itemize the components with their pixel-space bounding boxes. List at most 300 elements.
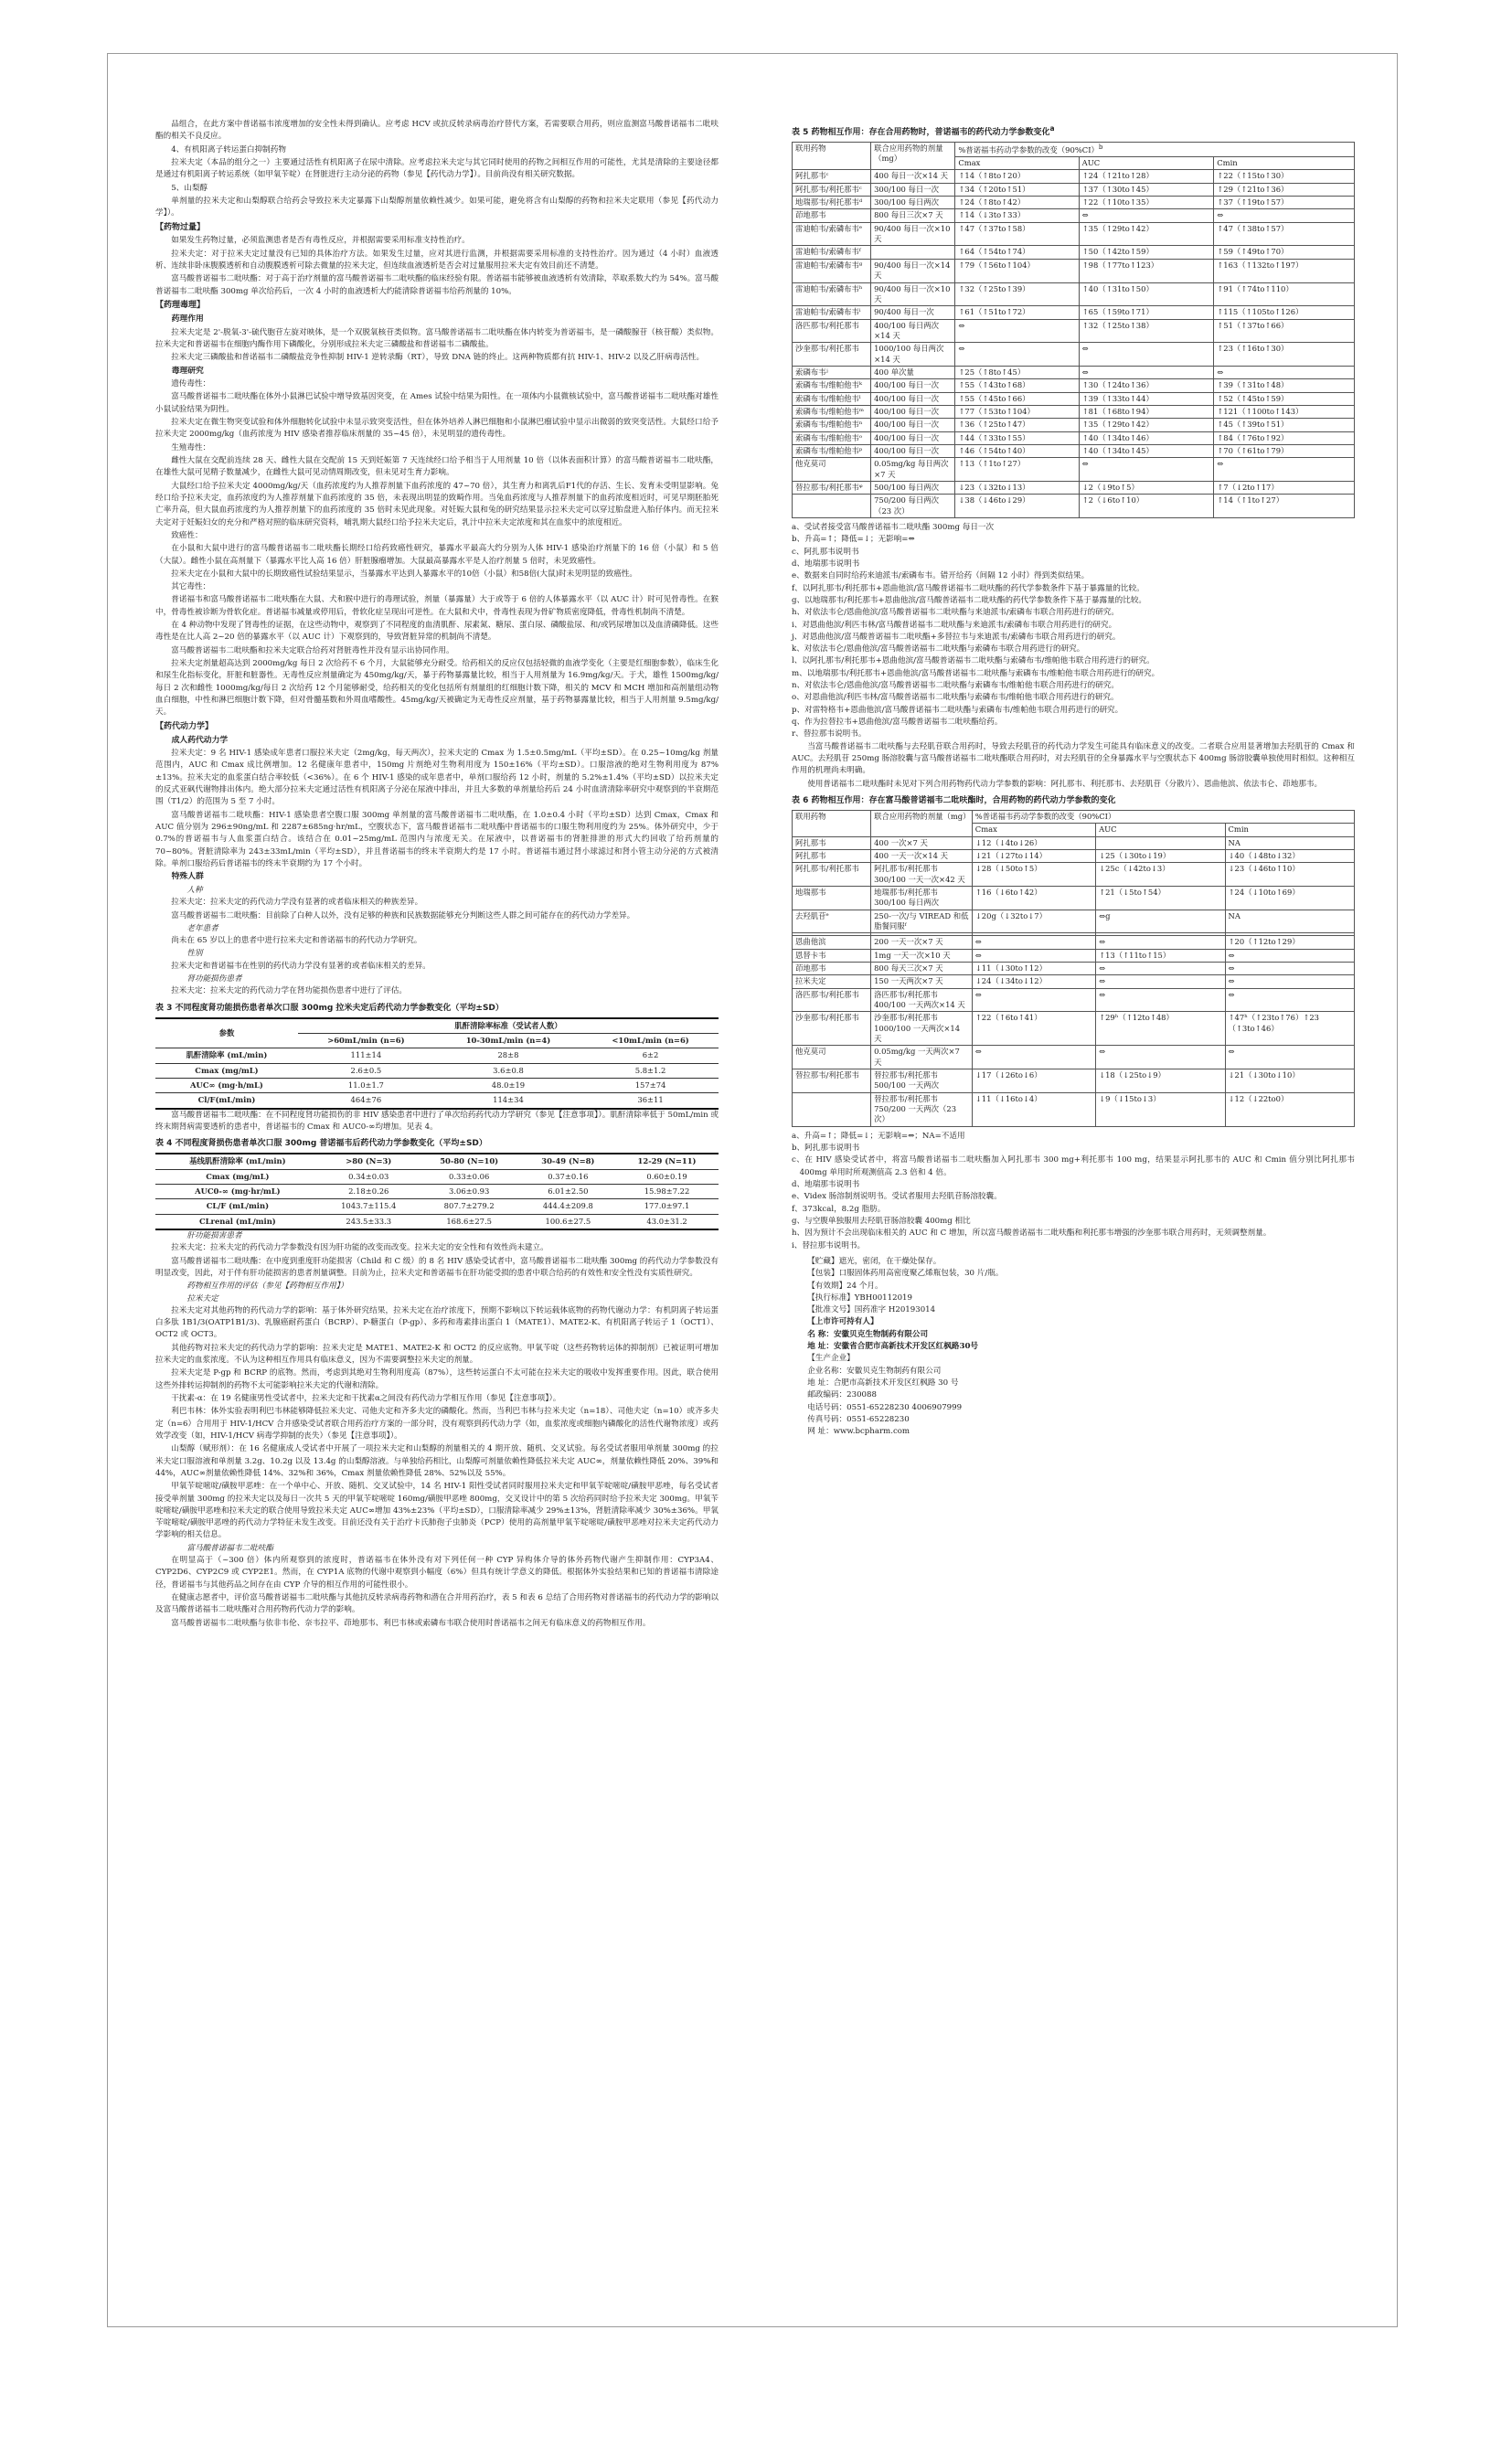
table-cell: 400 一天一次×14 天 (871, 849, 973, 862)
table-cell: ↑29ʰ（↑12to↑48） (1096, 1012, 1225, 1046)
repro-paragraph: 雌性大鼠在交配前连续 28 天、雌性大鼠在交配前 15 天到妊娠第 7 天连续经口给予相当于人用剂量 10 倍（以体表面积计算）的富马酸普诺福韦二吡呋酯，在雄性大鼠可见精子数量减少，在雌性大鼠可见动情周期改变，但未见对生育力影响。 (155, 456, 719, 478)
table-cell: 雷迪帕韦/索磷布韦ᶠ (793, 246, 871, 259)
table-cell: ↑22（↑10to↑35） (1079, 197, 1214, 209)
adult-pk-paragraph: 富马酸普诺福韦二吡呋酯：HIV-1 感染患者空腹口服 300mg 单剂量的富马酸普诺福韦二吡呋酯，在 1.0±0.4 小时（平均±SD）达到 Cmax，Cmax 和 AUC 值分别为 296±90ng/mL 和 2287±685ng·hr/mL，空腹状态下，富马酸普诺福韦二吡呋酯中普诺福韦的口服生物利用度约为 25%。体外研究中，少于 0.7%的普诺福韦与人血浆蛋白结合。该结合在 0.01~25mg/mL 范围内与浓度无关。在尿液中，以普诺福韦的肾脏排泄的形式大约回收了给药剂量的 70~80%。肾脏清除率为 243±33mL/min（平均±SD），并且普诺福韦的终末半衰期大约是 17 小时。普诺福韦通过肾小球滤过和肾小管主动分泌的方式被清除。单剂口服给药后普诺福韦的终末半衰期约为 17 个小时。 (155, 810, 719, 868)
elderly-label: 老年患者 (186, 923, 218, 933)
table-cell: 250-一次/与 VIREAD 和低脂餐同服ᶠ (871, 910, 973, 933)
table-cell: ↑121（↑100to↑143） (1214, 405, 1355, 418)
table-footnote: g、与空腹单独服用去羟肌苷肠溶胶囊 400mg 相比 (792, 1216, 971, 1226)
table6-sub-header: Cmax (972, 824, 1095, 836)
table-cell: AUC0-∞ (mg·hr/mL) (155, 1184, 320, 1198)
table-cell: ↓12（↓4to↓26） (972, 836, 1095, 849)
table-cell: 地瑞那韦/利托那韦ᵈ (793, 197, 871, 209)
table-cell: 阿扎那韦 (793, 849, 871, 862)
table-row (155, 1169, 719, 1184)
table-footnote: o、对恩曲他滨/利匹韦林/富马酸普诺福韦二吡呋酯与索磷布韦/维帕他韦联合用药进行的研究。 (792, 693, 1119, 703)
table-row (793, 431, 1355, 444)
table-row (155, 1199, 719, 1214)
table-row (793, 306, 1355, 319)
table-cell: ⇔ (1225, 975, 1354, 988)
table5-after (792, 741, 1355, 791)
table-cell: ⇔ (1096, 962, 1225, 974)
overdose-paragraph: 如果发生药物过量，必须监测患者是否有毒性反应，并根据需要采用标准支持性治疗。 (171, 236, 470, 246)
table5-drug-header: 联用药物 (793, 142, 871, 169)
table-row (793, 1069, 1355, 1093)
table-cell: 他克莫司 (793, 458, 871, 482)
table5-sub-header: Cmin (1214, 157, 1355, 170)
standard: 【执行标准】YBH00112019 (807, 1293, 912, 1303)
table-cell: 6.01±2.50 (521, 1184, 615, 1198)
table-cell: 300/100 每日一次 (871, 183, 955, 196)
table-row (793, 419, 1355, 431)
table-footnote: c、阿扎那韦说明书 (792, 547, 859, 557)
table-cell: 沙奎那韦/利托那韦 (793, 1012, 871, 1046)
table-cell: ⇔ (1214, 458, 1355, 482)
table-header-cell: 30-49 (N=8) (521, 1154, 615, 1169)
table-cell: 400/100 每日一次 (871, 444, 955, 457)
hepatic-section (155, 1242, 719, 1280)
table-footnote: i、对恩曲他滨/利匹韦林/富马酸普诺福韦二吡呋酯与来迪派韦/索磷布韦联合用药进行的研究。 (792, 620, 1117, 630)
right-column (792, 119, 1355, 1439)
table-cell: ⇔ (1214, 366, 1355, 378)
table-row (155, 1093, 719, 1109)
carc-paragraph: 在小鼠和大鼠中进行的富马酸普诺福韦二吡呋酯长期经口给药致癌性研究，暴露水平最高大约分别为人体 HIV-1 感染治疗剂量下的 16 倍（小鼠）和 5 倍（大鼠）。雌性小鼠在高剂量下（暴露水平比人高 16 倍）肝脏腺瘤增加。大鼠最高暴露水平是人治疗剂量 5 倍时，未见致癌性。 (155, 544, 719, 566)
table-footnote: l、以阿扎那韦/利托那韦+恩曲他滨/富马酸普诺福韦二吡呋酯与索磷布韦/维帕他韦联合用药进行的研究。 (792, 656, 1155, 666)
table-cell: 索磷布韦/维帕他韦ˡ (793, 392, 871, 405)
table-cell: ↑35（↑29to↑42） (1079, 419, 1214, 431)
table-footnote: a、受试者接受富马酸普诺福韦二吡呋酯 300mg 每日一次 (792, 523, 995, 533)
table-row (155, 1063, 719, 1078)
pharmacology-heading: 药理作用 (171, 314, 204, 324)
left-column (155, 119, 719, 1631)
hepatic-paragraph: 拉米夫定：拉米夫定的药代动力学参数没有因为肝功能的改变而改变。拉米夫定的安全性和有效性尚未建立。 (171, 1243, 548, 1253)
table-cell: 雷迪帕韦/索磷布韦ⁱ (793, 306, 871, 319)
table-row (793, 863, 1355, 887)
table-cell: 90/400 每日一次×10 天 (871, 282, 955, 306)
table-footnote: b、阿扎那韦说明书 (792, 1144, 860, 1154)
table-cell: 地瑞那韦 (793, 886, 871, 910)
table-cell: ↑59（↑49to↑70） (1214, 246, 1355, 259)
table-cell: ↑40（↑34to↑45） (1079, 444, 1214, 457)
fax: 传真号码：0551-65228230 (807, 1414, 910, 1424)
table-cell: 400/100 每日一次 (871, 405, 955, 418)
table-cell: 11.0±1.7 (298, 1079, 434, 1093)
table-cell: 雷迪帕韦/索磷布韦ᵉ (793, 222, 871, 246)
table-cell: 替拉那韦/利托那韦ᵠ (793, 482, 871, 495)
table-header-cell: 12-29 (N=11) (615, 1154, 719, 1169)
table-cell: ↑32（↑25to↑39） (955, 282, 1079, 306)
interaction-eval-label: 药物相互作用的评估（参见【药物相互作用】） (186, 1282, 348, 1292)
mah-address: 地 址：安徽省合肥市高新技术开发区红枫路30号 (807, 1342, 979, 1352)
table-cell: ↑36（↑25to↑47） (955, 419, 1079, 431)
pharmacology-section (155, 327, 719, 365)
pk-heading: 【药代动力学】 (155, 721, 214, 731)
table-cell: ↑24（↓10to↑69） (1225, 886, 1354, 910)
table-row (155, 1048, 719, 1063)
table-row (793, 183, 1355, 196)
table-cell: 3.6±0.8 (434, 1063, 582, 1078)
table-cell: ↓12（↓22to0） (1225, 1092, 1354, 1126)
table3-sub-header: <10mL/min (n=6) (582, 1033, 719, 1048)
table-cell: 36±11 (582, 1093, 719, 1109)
table-cell: 茚地那韦 (793, 962, 871, 974)
table-cell: ↑21（↓5to↑54） (1096, 886, 1225, 910)
table-cell: ↑39（↑31to↑48） (1214, 379, 1355, 392)
table-cell: ↑81（↑68to↑94） (1079, 405, 1214, 418)
carc-paragraph: 拉米夫定在小鼠和大鼠中的长期致癌性试验结果显示，当暴露水平达到人暴露水平的10倍（小鼠）和58倍(大鼠)时未见明显的致癌性。 (171, 569, 638, 579)
table-cell: 500/100 每日两次 (871, 482, 955, 495)
carc-label: 致癌性： (171, 530, 203, 540)
table-cell: 索磷布韦/维帕他韦ᵏ (793, 379, 871, 392)
table-footnote: k、对依法韦仑/恩曲他滨/富马酸普诺福韦二吡呋酯与索磷布韦联合用药进行的研究。 (792, 644, 1085, 654)
table-footnote: e、数据来自同时给药来迪派韦/索磷布韦。错开给药（间隔 12 小时）得到类似结果。 (792, 571, 1090, 581)
table-cell: 464±76 (298, 1093, 434, 1109)
body-paragraph: 品组合，在此方案中普诺福韦浓度增加的安全性未得到确认。应考虑 HCV 或抗反转录病毒治疗替代方案，若需要联合用药，则应监测富马酸普诺福韦二吡呋酯的相关不良反应。 (155, 120, 719, 142)
table-cell: 0.37±0.16 (521, 1169, 615, 1184)
table-cell: 1000/100 每日两次×14 天 (871, 343, 955, 367)
adult-pk-heading: 成人药代动力学 (171, 735, 229, 745)
overdose-heading: 【药物过量】 (155, 222, 206, 232)
race-text-2: 富马酸普诺福韦二吡呋酯：目前除了白种人以外，没有足够的种族和民族数据能够充分判断这些人群之间可能存在的药代动力学差异。 (171, 910, 635, 920)
table-cell: ↑55（↑45to↑66） (955, 392, 1079, 405)
table6-drug-header: 联用药物 (793, 810, 871, 836)
tox-study-heading: 毒理研究 (171, 366, 204, 376)
table-cell: ⇔ (1079, 209, 1214, 222)
table-cell: ↑52（↑45to↑59） (1214, 392, 1355, 405)
table-cell (793, 495, 871, 518)
table-cell: 阿扎那韦 (793, 836, 871, 849)
table-cell: ↑23（↑16to↑30） (1214, 343, 1355, 367)
table-cell: 15.98±7.22 (615, 1184, 719, 1198)
pharmacology-paragraph: 拉米夫定是 2'-脱氧-3'-硫代胞苷左旋对映体，是一个双脱氧核苷类似物。富马酸普诺福韦二吡呋酯在体内转变为普诺福韦，是一磷酸腺苷（核苷酸）类似物。拉米夫定和普诺福韦在细胞内酶作用下磷酸化，分别形成拉米夫定三磷酸盐和普诺福韦二磷酸盐。 (155, 327, 719, 349)
table-cell: ⇔g (1096, 910, 1225, 933)
body-paragraph: 拉米夫定（本品的组分之一）主要通过活性有机阳离子在尿中清除。应考虑拉米夫定与其它同时使用的药物之间相互作用的可能性，尤其是清除的主要途径都是通过有机阳离子转运系统（如甲氧苄啶）在肾脏进行主动分泌的药物（参见【药代动力学】）。目前尚没有相关研究数据。 (155, 157, 719, 180)
table-footnote: p、对雷特格韦+恩曲他滨/富马酸普诺福韦二吡呋酯与索磷布韦/维帕他韦联合用药进行的研究。 (792, 705, 1123, 715)
table-row (793, 962, 1355, 974)
table6-notes (792, 1131, 1355, 1252)
race-label: 人种 (186, 885, 203, 895)
table-cell: ↓28（↓50to↑5） (972, 863, 1095, 887)
table-cell: 沙奎那韦/利托那韦 (793, 343, 871, 367)
table-cell: ↑14（↑8to↑20） (955, 170, 1079, 183)
table-cell: 300/100 每日两次 (871, 197, 955, 209)
table-cell: ⇔ (955, 343, 1079, 367)
other-tox-paragraph: 拉米夫定剂量超高达到 2000mg/kg 每日 2 次给药不 6 个月，大鼠能够充分耐受。给药相关的反应仅包括轻微的血液学变化（主要是红细胞参数），临床生化和尿生化指标变化，肝脏和脏器性。无毒性反应剂量确定为 450mg/kg/天，暴于药物暴露量比较，相当于人用剂量为 16.9mg/kg/天。于犬，雄性 1500mg/kg/每日 2 次和雌性 1000mg/kg/每日 2 次给药 12 个月能够耐受，给药相关的变化包括所有剂量组的红细胞计数下降，相关的 MCV 和 MCH 增加和高剂量组动物血白细胞，中性和淋巴细胞计数下降，但对骨髓基数和外周血嗜酸性。45mg/kg/天被确定为无毒性反应剂量，基于药物暴露量比较，相当于人用剂量 9.5mg/kg/天。 (155, 659, 719, 718)
table-cell: ↑46（↑54to↑40） (955, 444, 1079, 457)
table-row (793, 886, 1355, 910)
hepatic-paragraph: 富马酸普诺福韦二吡呋酯：在中度到重度肝功能损害（Child 和 C 级）的 8 名 HIV 感染受试者中，富马酸普诺福韦二吡呋酯 300mg 的药代动力学参数没有明显改变，因此，对于伴有肝功能损害的患者剂量调整。目前为止，拉米夫定和普诺福韦在肝功能受损的患者中联合给药的有效性和安全性没有实质性研究。 (155, 1256, 719, 1278)
table-cell: ↓9（↓15to↓3） (1096, 1092, 1225, 1126)
table3-group-header: 肌酐清除率标准（受试者人数） (298, 1018, 719, 1034)
table-cell: 400/100 每日一次 (871, 392, 955, 405)
table-cell: ↓23（↓46to↑10） (1225, 863, 1354, 887)
table-cell: ↑163（↑132to↑197） (1214, 259, 1355, 282)
table-cell: 1mg 一天一次×10 天 (871, 949, 973, 962)
table-cell: ↑50（↑42to↑59） (1079, 246, 1214, 259)
table-cell: 444.4±209.8 (521, 1199, 615, 1214)
table-cell: 400 每日一次×14 天 (871, 170, 955, 183)
table-cell: ⇔ (1225, 949, 1354, 962)
table5-dose-header: 联合应用药物的剂量（mg） (871, 142, 955, 169)
table-cell: ↑65（↑59to↑71） (1079, 306, 1214, 319)
table-cell: ↑24（↑8to↑42） (955, 197, 1079, 209)
table-row (155, 1079, 719, 1093)
table-row (793, 975, 1355, 988)
table-cell: 恩曲他滨 (793, 936, 871, 949)
table-cell: ↓20g（↓32to↓7） (972, 910, 1095, 933)
other-tox-paragraph: 普诺福韦和富马酸普诺福韦二吡呋酯在大鼠、犬和猴中进行的毒理试验，剂量（暴露量）大于或等于 6 倍的人体暴露水平（以 AUC 计）时可见骨毒性。在猴中，骨毒性被诊断为骨软化症。普诺福韦减量或停用后，骨软化症呈现出可逆性。在大鼠和犬中，骨毒性表现为骨矿物质密度降低，骨毒性机制尚不清楚。 (155, 595, 719, 617)
table-cell: ↑64（↑54to↑74） (955, 246, 1079, 259)
table-row (793, 343, 1355, 367)
table-cell: 阿扎那韦/利托那韦 (793, 863, 871, 887)
table-cell: AUC∞ (mg·h/mL) (155, 1079, 298, 1093)
table-cell: 索磷布韦/维帕他韦ᵖ (793, 444, 871, 457)
lami-paragraph: 其他药物对拉米夫定的药代动力学的影响：拉米夫定是 MATE1、MATE2-K 和 OCT2 的反应底物。甲氧苄啶（这些药物转运体的抑制剂）已被证明可增加拉米夫定的血浆浓度。不认为这种相互作用具有临床意义，因为不需要调整拉米夫定的剂量。 (155, 1343, 719, 1366)
lami-paragraph: 山梨醇（赋形剂）：在 16 名健康成人受试者中开展了一项拉米夫定和山梨醇的剂量相关的 4 期开放、随机、交叉试验。每名受试者服用单剂量 300mg 的拉米夫定口服溶液和单剂量 3.2g、10.2g 以及 13.4g 的山梨醇溶液。与单独给药相比，山梨醇可剂量依赖性降低拉米夫定 AUC∞，剂量依赖性降低 20%、39%和 44%，AUC∞剂量依赖性降低 14%、32%和 36%，Cmax 剂量依赖性降低 28%、52%以及 55%。 (155, 1444, 719, 1478)
table-cell: 3.06±0.93 (418, 1184, 521, 1198)
lami-label: 拉米夫定 (186, 1293, 218, 1303)
table-cell: ↑14（↓3to↑33） (955, 209, 1079, 222)
table5-after-paragraph: 使用普诺福韦二吡呋酯时未见对下列合用药物药代动力学参数的影响：阿扎那韦、利托那韦、去羟肌苷（分散片）、恩曲他滨、依法韦仑、茚地那韦。 (807, 779, 1323, 789)
body-paragraph: 5、山梨醇 (171, 183, 208, 193)
lami-paragraph: 甲氧苄啶嘧啶/磺胺甲恶唑：在一个单中心、开放、随机、交叉试验中，14 名 HIV-1 阳性受试者同时服用拉米夫定和甲氧苄啶嘧啶/磺胺甲恶唑，每名受试者接受单剂量 300mg 的拉米夫定以及每日一次共 5 天的甲氧苄啶嘧啶 160mg/磺胺甲恶唑 800mg，交叉设计中的第 5 次给药同时给予拉米夫定 300mg。甲氧苄啶嘧啶/磺胺甲恶唑和拉米夫定的联合使用导致拉米夫定 AUC∞增加 43%±23%（平均±SD），口服清除率减少 29%±13%，肾脏清除率减少 30%±36%。甲氧苄啶嘧啶/磺胺甲恶唑的药代动力学特征未发生改变。目前还没有关于治疗卡氏肺孢子虫肺炎（PCP）使用的高剂量甲氧苄啶嘧啶/磺胺甲恶唑对拉米夫定药代动力学影响的相关信息。 (155, 1482, 719, 1540)
table-cell: 0.05mg/kg 每日两次×7 天 (871, 458, 955, 482)
table-cell: ↑47ʰ（↑23to↑76）↑23（↑3to↑46） (1225, 1012, 1354, 1046)
hepatic-label: 肝功能损害患者 (186, 1230, 242, 1240)
table-cell: ↓23（↓32to↓13） (955, 482, 1079, 495)
table-row (793, 405, 1355, 418)
table-row (793, 366, 1355, 378)
table-cell: 索磷布韦/维帕他韦ᵐ (793, 405, 871, 418)
table-footnote: e、Videx 肠溶制剂说明书。受试者服用去羟肌苷肠溶胶囊。 (792, 1192, 1002, 1202)
table-cell: 2.18±0.26 (320, 1184, 418, 1198)
table-footnote: d、地瑞那韦说明书 (792, 559, 860, 569)
table-cell: ↓18（↓25to↓9） (1096, 1069, 1225, 1093)
table6-sub-header: Cmin (1225, 824, 1354, 836)
table-cell: 替拉那韦/利托那韦 750/200 一天两次（23 次） (871, 1092, 973, 1126)
table-footnote: d、地瑞那韦说明书 (792, 1180, 860, 1190)
table-cell: 0.34±0.03 (320, 1169, 418, 1184)
table-cell: ↑29（↑21to↑36） (1214, 183, 1355, 196)
tdf-paragraph: 在明显高于（~300 倍）体内所观察到的浓度时，普诺福韦在体外没有对下列任何一种 CYP 异构体介导的体外药物代谢产生抑制作用：CYP3A4、CYP2D6、CYP2C9 或 CYP2E1。然而，在 CYP1A 底物的代谢中观察到小幅度（6%）但具有统计学意义的降低。根据体外实验结果和已知的普诺福韦清除途径，普诺福韦与其他药品之间存在由 CYP 介导的相互作用的可能性很小。 (155, 1556, 719, 1590)
table-cell: 索磷布韦/维帕他韦ⁿ (793, 419, 871, 431)
table-cell: ↓2（↓9to↑5） (1079, 482, 1214, 495)
special-pop-heading: 特殊人群 (171, 872, 204, 882)
race-text: 拉米夫定：拉米夫定的药代动力学没有显著的或者临床相关的种族差异。 (171, 898, 423, 908)
table-row (793, 379, 1355, 392)
table-row (155, 1214, 719, 1229)
table-cell: 48.0±19 (434, 1079, 582, 1093)
table-cell: ↑37（↑19to↑57） (1214, 197, 1355, 209)
other-tox-paragraph: 在 4 种动物中发现了肾毒性的证据，在这些动物中，观察到了不同程度的血清肌酐、尿素氮、糖尿、蛋白尿、磷酸盐尿、和/或钙尿增加以及血清磷降低。这些毒性是在比人高 2~20 倍的暴露水平（以 AUC 计）下观察到的，导致肾脏异常的机制尚不清楚。 (155, 621, 719, 643)
table5-after-paragraph: 当富马酸普诺福韦二吡呋酯与去羟肌苷联合用药时，导致去羟肌苷的药代动力学发生可能具有临床意义的改变。二者联合应用显著增加去羟肌苷的 Cmax 和 AUC。去羟肌苷 250mg 肠溶胶囊与富马酸普诺福韦二吡呋酯联合用药时，对去羟肌苷的全身暴露水平与空腹状态下 400mg 肠溶胶囊单独使用时相似。这种相互作用的机理尚未明确。 (792, 741, 1355, 776)
table-footnote: m、以地瑞那韦/利托那韦+恩曲他滨/富马酸普诺福韦二吡呋酯与索磷布韦/维帕他韦联合用药进行的研究。 (792, 668, 1160, 678)
phone: 电话号码：0551-65228230 4006907999 (807, 1402, 963, 1412)
table-cell: 沙奎那韦/利托那韦 1000/100 一天两次×14 天 (871, 1012, 973, 1046)
table4 (155, 1153, 719, 1230)
table-footnote: a、升高=↑；降低=↓；无影响=⇔；NA=不适用 (792, 1131, 965, 1141)
table-cell: ⇔ (1214, 209, 1355, 222)
table-cell: 400/100 每日一次 (871, 379, 955, 392)
lami-paragraph: 拉米夫定对其他药物的药代动力学的影响：基于体外研究结果，拉米夫定在治疗浓度下，预期不影响以下转运载体底物的药物代谢动力学：有机阴离子转运蛋白多肽 1B1/3(OATP1B1/3)、乳腺癌耐药蛋白（BCRP）、P-糖蛋白（P-gp）、多药和毒素排出蛋白 1（MATE1）、MATE2-K、有机阳离子转运子 1（OCT1）、OCT2 或 OCT3。 (155, 1305, 719, 1340)
other-label: 其它毒性： (171, 582, 211, 592)
manufacturer-name: 企业名称：安徽贝克生物制药有限公司 (807, 1366, 942, 1376)
other-tox-section (155, 594, 719, 718)
table-header-cell: 50-80 (N=10) (418, 1154, 521, 1169)
table-footnote: n、对依法韦仑/恩曲他滨/富马酸普诺福韦二吡呋酯与索磷布韦/维帕他韦联合用药进行的研究。 (792, 681, 1119, 691)
table-row (793, 259, 1355, 282)
table-cell: ↑13（↑11to↑15） (1096, 949, 1225, 962)
table-cell: 400/100 每日两次×14 天 (871, 319, 955, 343)
table-cell: 5.8±1.2 (582, 1063, 719, 1078)
table-footnote: r、替拉那韦说明书。 (792, 729, 867, 739)
table5 (792, 142, 1355, 518)
table-cell: 肌酐清除率 (mL/min) (155, 1048, 298, 1063)
lami-paragraph: 干扰素-α：在 19 名健康男性受试者中，拉米夫定和干扰素α之间没有药代动力学相互作用（参见【注意事项】）。 (171, 1394, 561, 1404)
table-cell: ⇔ (1225, 988, 1354, 1012)
adult-pk-section (155, 748, 719, 870)
table-cell: ↑84（↑76to↑92） (1214, 431, 1355, 444)
table-cell: 111±14 (298, 1048, 434, 1063)
table-footnote: f、以阿扎那韦/利托那韦+恩曲他滨/富马酸普诺福韦二吡呋酯的药代学参数条件下基于暴露量的比较。 (792, 583, 1145, 593)
table-row (793, 910, 1355, 933)
table-row (793, 197, 1355, 209)
table-footnote: b、升高=↑；降低=↓；无影响=⇔ (792, 535, 915, 545)
table-row (793, 988, 1355, 1012)
table-cell: 替拉那韦/利托那韦 (793, 1069, 871, 1093)
table-cell: 400 一次×7 天 (871, 836, 973, 849)
table-cell: ↓21（↓30to↓10） (1225, 1069, 1354, 1093)
overdose-paragraph: 拉米夫定：对于拉米夫定过量没有已知的具体治疗方法。如果发生过量，应对其进行监测，并根据需要采用标准的支持性治疗。因为通过（4 小时）血液透析、连续非卧床腹膜透析和自动腹膜透析可除去微量的拉米夫定，但连续血液透析是否会对过量服用拉米夫定有效目前还不清楚。 (155, 249, 719, 271)
table4-caption: 表 4 不同程度肾损伤患者单次口服 300mg 普诺福韦后药代动力学参数变化（平均±SD） (155, 1139, 487, 1149)
table-row (793, 209, 1355, 222)
table-footnote: h、对依法韦仑/恩曲他滨/富马酸普诺福韦二吡呋酯与来迪派韦/索磷布韦联合用药进行的研究。 (792, 608, 1119, 618)
table-cell: 阿扎那韦ᶜ (793, 170, 871, 183)
table-row (793, 1012, 1355, 1046)
table-cell: ↑51（↑37to↑66） (1214, 319, 1355, 343)
table-cell: 替拉那韦/利托那韦 500/100 一天两次 (871, 1069, 973, 1093)
overdose-paragraph: 富马酸普诺福韦二吡呋酯：对于高于治疗剂量的富马酸普诺福韦二吡呋酯的临床经验有限。普诺福韦能够被血液透析有效清除，萃取系数大约为 54%。富马酸普诺福韦二吡呋酯 300mg 单次给药后，一次 4 小时的血液透析大约能清除普诺福韦给药剂量的 10%。 (155, 274, 719, 296)
table-cell: 90/400 每日一次×10 天 (871, 222, 955, 246)
table-cell: ↓11（↓30to↑12） (972, 962, 1095, 974)
table-cell: 0.05mg/kg 一天两次×7 天 (871, 1046, 973, 1069)
table-cell: CL/F (mL/min) (155, 1199, 320, 1214)
table-cell: 雷迪帕韦/索磷布韦ᵍ (793, 259, 871, 282)
table-cell: 拉米夫定 (793, 975, 871, 988)
table5-caption: 表 5 药物相互作用：存在合用药物时，普诺福韦的药代动力学参数变化$^a$ (792, 124, 1055, 137)
repro-paragraph: 大鼠经口给予拉米夫定 4000mg/kg/天（血药浓度约为人推荐剂量下血药浓度的 47~70 倍），其生育力和离乳后F1代的存活、生长、发育未受明显影响。兔经口给予拉米夫定，血药浓度约为人推荐剂量下血药浓度的 35 倍，未表现出明显的致畸作用。当兔血药浓度与人推荐剂量下的血药浓度相近时，可见早期胚胎死亡率升高，但大鼠血药浓度约为人推荐剂量下的血药浓度的 35 倍时未见此现象。对妊娠大鼠和兔的研究结果显示拉米夫定可以穿过胎盘进入胎仔体内。而无拉米夫定对于妊娠妇女的充分和严格对照的临床研究资料，哺乳期大鼠经口给予拉米夫定后，乳汁中拉米夫定浓度和其在血浆中的浓度相近。 (155, 481, 719, 527)
renal-label: 肾功能损伤患者 (186, 974, 242, 984)
table-cell (1096, 836, 1225, 849)
table-cell: 750/200 每日两次（23 次） (871, 495, 955, 518)
toxicology-heading: 【药理毒理】 (155, 301, 206, 310)
table-cell: ⇔ (1096, 1046, 1225, 1069)
table-cell: ⇔ (1096, 988, 1225, 1012)
table-cell: 0.60±0.19 (615, 1169, 719, 1184)
table-cell: ⇔ (1096, 975, 1225, 988)
renal-text: 拉米夫定：拉米夫定的药代动力学在肾功能损伤患者中进行了评估。 (171, 986, 408, 996)
validity: 【有效期】24 个月。 (807, 1281, 883, 1291)
table-cell: ⇔ (972, 988, 1095, 1012)
postcode: 邮政编码：230088 (807, 1390, 877, 1400)
table-cell: ⇔ (1079, 366, 1214, 378)
geno-para: 富马酸普诺福韦二吡呋酯在体外小鼠淋巴试验中增导致基因突变，在 Ames 试验中结果为阳性。在一项体内小鼠微核试验中，富马酸普诺福韦二吡呋酯对雄性小鼠试验结果为阴性。 (155, 392, 719, 414)
table-cell: ↓24（↓34to↓12） (972, 975, 1095, 988)
lami-interaction-section (155, 1305, 719, 1542)
geno-label: 遗传毒性： (171, 379, 211, 389)
table-cell: ↓11（↓16to↓4） (972, 1092, 1095, 1126)
table-cell: ↑16（↓6to↑42） (972, 886, 1095, 910)
table-row (793, 936, 1355, 949)
table-cell: 100.6±27.5 (521, 1214, 615, 1229)
table-footnote: q、作为拉替拉韦+恩曲他滨/富马酸普诺福韦二吡呋酯给药。 (792, 718, 1003, 728)
table-row (793, 495, 1355, 518)
table-cell: ⇔ (972, 936, 1095, 949)
table-footnote: g、以地瑞那韦/利托那韦+恩曲他滨/富马酸普诺福韦二吡呋酯的药代学参数条件下基于暴露量的比较。 (792, 595, 1147, 605)
table5-sub-header: AUC (1079, 157, 1214, 170)
table6-change-header: %普诺福韦药动学参数的改变（90%CI） (972, 810, 1354, 823)
table-row (793, 836, 1355, 849)
manufacturer-address: 地 址：合肥市高新技术开发区红枫路 30 号 (807, 1378, 959, 1388)
repro-section (155, 455, 719, 529)
table-cell: 43.0±31.2 (615, 1214, 719, 1229)
sex-label: 性别 (186, 949, 203, 959)
table-cell: 400/100 每日一次 (871, 431, 955, 444)
table6-caption: 表 6 药物相互作用：存在富马酸普诺福韦二吡呋酯时，合用药物的药代动力学参数的变化 (792, 795, 1116, 805)
table-cell: ↑30（↑24to↑36） (1079, 379, 1214, 392)
table-cell: ↓40（↓48to↓32） (1225, 849, 1354, 862)
table-cell: ↑2（↓6to↑10） (1079, 495, 1214, 518)
table5-sub-header: Cmax (955, 157, 1079, 170)
table-cell: 800 每日三次×7 天 (871, 209, 955, 222)
table-cell: ↑47（↑37to↑58） (955, 222, 1079, 246)
table-cell: ↑20（↑12to↑29） (1225, 936, 1354, 949)
table-cell: ↑13（↑1to↑27） (955, 458, 1079, 482)
table-cell: NA (1225, 836, 1354, 849)
table-cell: 28±8 (434, 1048, 582, 1063)
table-cell: ↑25（↑8to↑45） (955, 366, 1079, 378)
table-cell: ↓25（↓30to↓19） (1096, 849, 1225, 862)
mah-name: 名 称：安徽贝克生物制药有限公司 (807, 1329, 929, 1339)
table-cell (871, 246, 955, 259)
table-cell: 阿扎那韦/利托那韦ᶜ (793, 183, 871, 196)
table-row (793, 458, 1355, 482)
repro-label: 生殖毒性： (171, 442, 211, 452)
website: 网 址：www.bcpharm.com (807, 1427, 910, 1437)
table5-notes (792, 522, 1355, 741)
table-footnote: c、在 HIV 感染受试者中，将富马酸普诺福韦二吡呋酯加入阿扎那韦 300 mg+利托那韦 100 mg，结果显示阿扎那韦的 AUC 和 Cmin 值分别比阿扎那韦 400mg 单用时所观测值高 2.3 倍和 4 倍。 (792, 1155, 1355, 1177)
table-cell: 1043.7±115.4 (320, 1199, 418, 1214)
table-row (793, 170, 1355, 183)
table-cell: 200 一天一次×7 天 (871, 936, 973, 949)
table-cell: ⇔ (972, 1046, 1095, 1069)
tdf-paragraph: 在健康志愿者中，评价富马酸普诺福韦二吡呋酯与其他抗反转录病毒药物和潜在合并用药治疗，表 5 和表 6 总结了合用药物对普诺福韦的药代动力学的影响以及富马酸普诺福韦二吡呋酯对合用药物药代动力学的影响。 (155, 1593, 719, 1615)
table-cell: 0.33±0.06 (418, 1169, 521, 1184)
table-cell: ↑22（↑15to↑30） (1214, 170, 1355, 183)
table-row (793, 282, 1355, 306)
table-cell: ↑79（↑56to↑104） (955, 259, 1079, 282)
table-cell: CLrenal (mL/min) (155, 1214, 320, 1229)
table-cell: NA (1225, 910, 1354, 933)
table-cell: ↑34（↑20to↑51） (955, 183, 1079, 196)
table-cell: ↓25c（↓42to↓3） (1096, 863, 1225, 887)
table-cell: 168.6±27.5 (418, 1214, 521, 1229)
table-cell: ⇔ (972, 949, 1095, 962)
table-cell: ↑22（↑6to↑41） (972, 1012, 1095, 1046)
table-cell: ↑77（↑53to↑104） (955, 405, 1079, 418)
table-cell: 洛匹那韦/利托那韦 400/100 一天两次×14 天 (871, 988, 973, 1012)
table-footnote: i、替拉那韦说明书。 (792, 1240, 866, 1250)
